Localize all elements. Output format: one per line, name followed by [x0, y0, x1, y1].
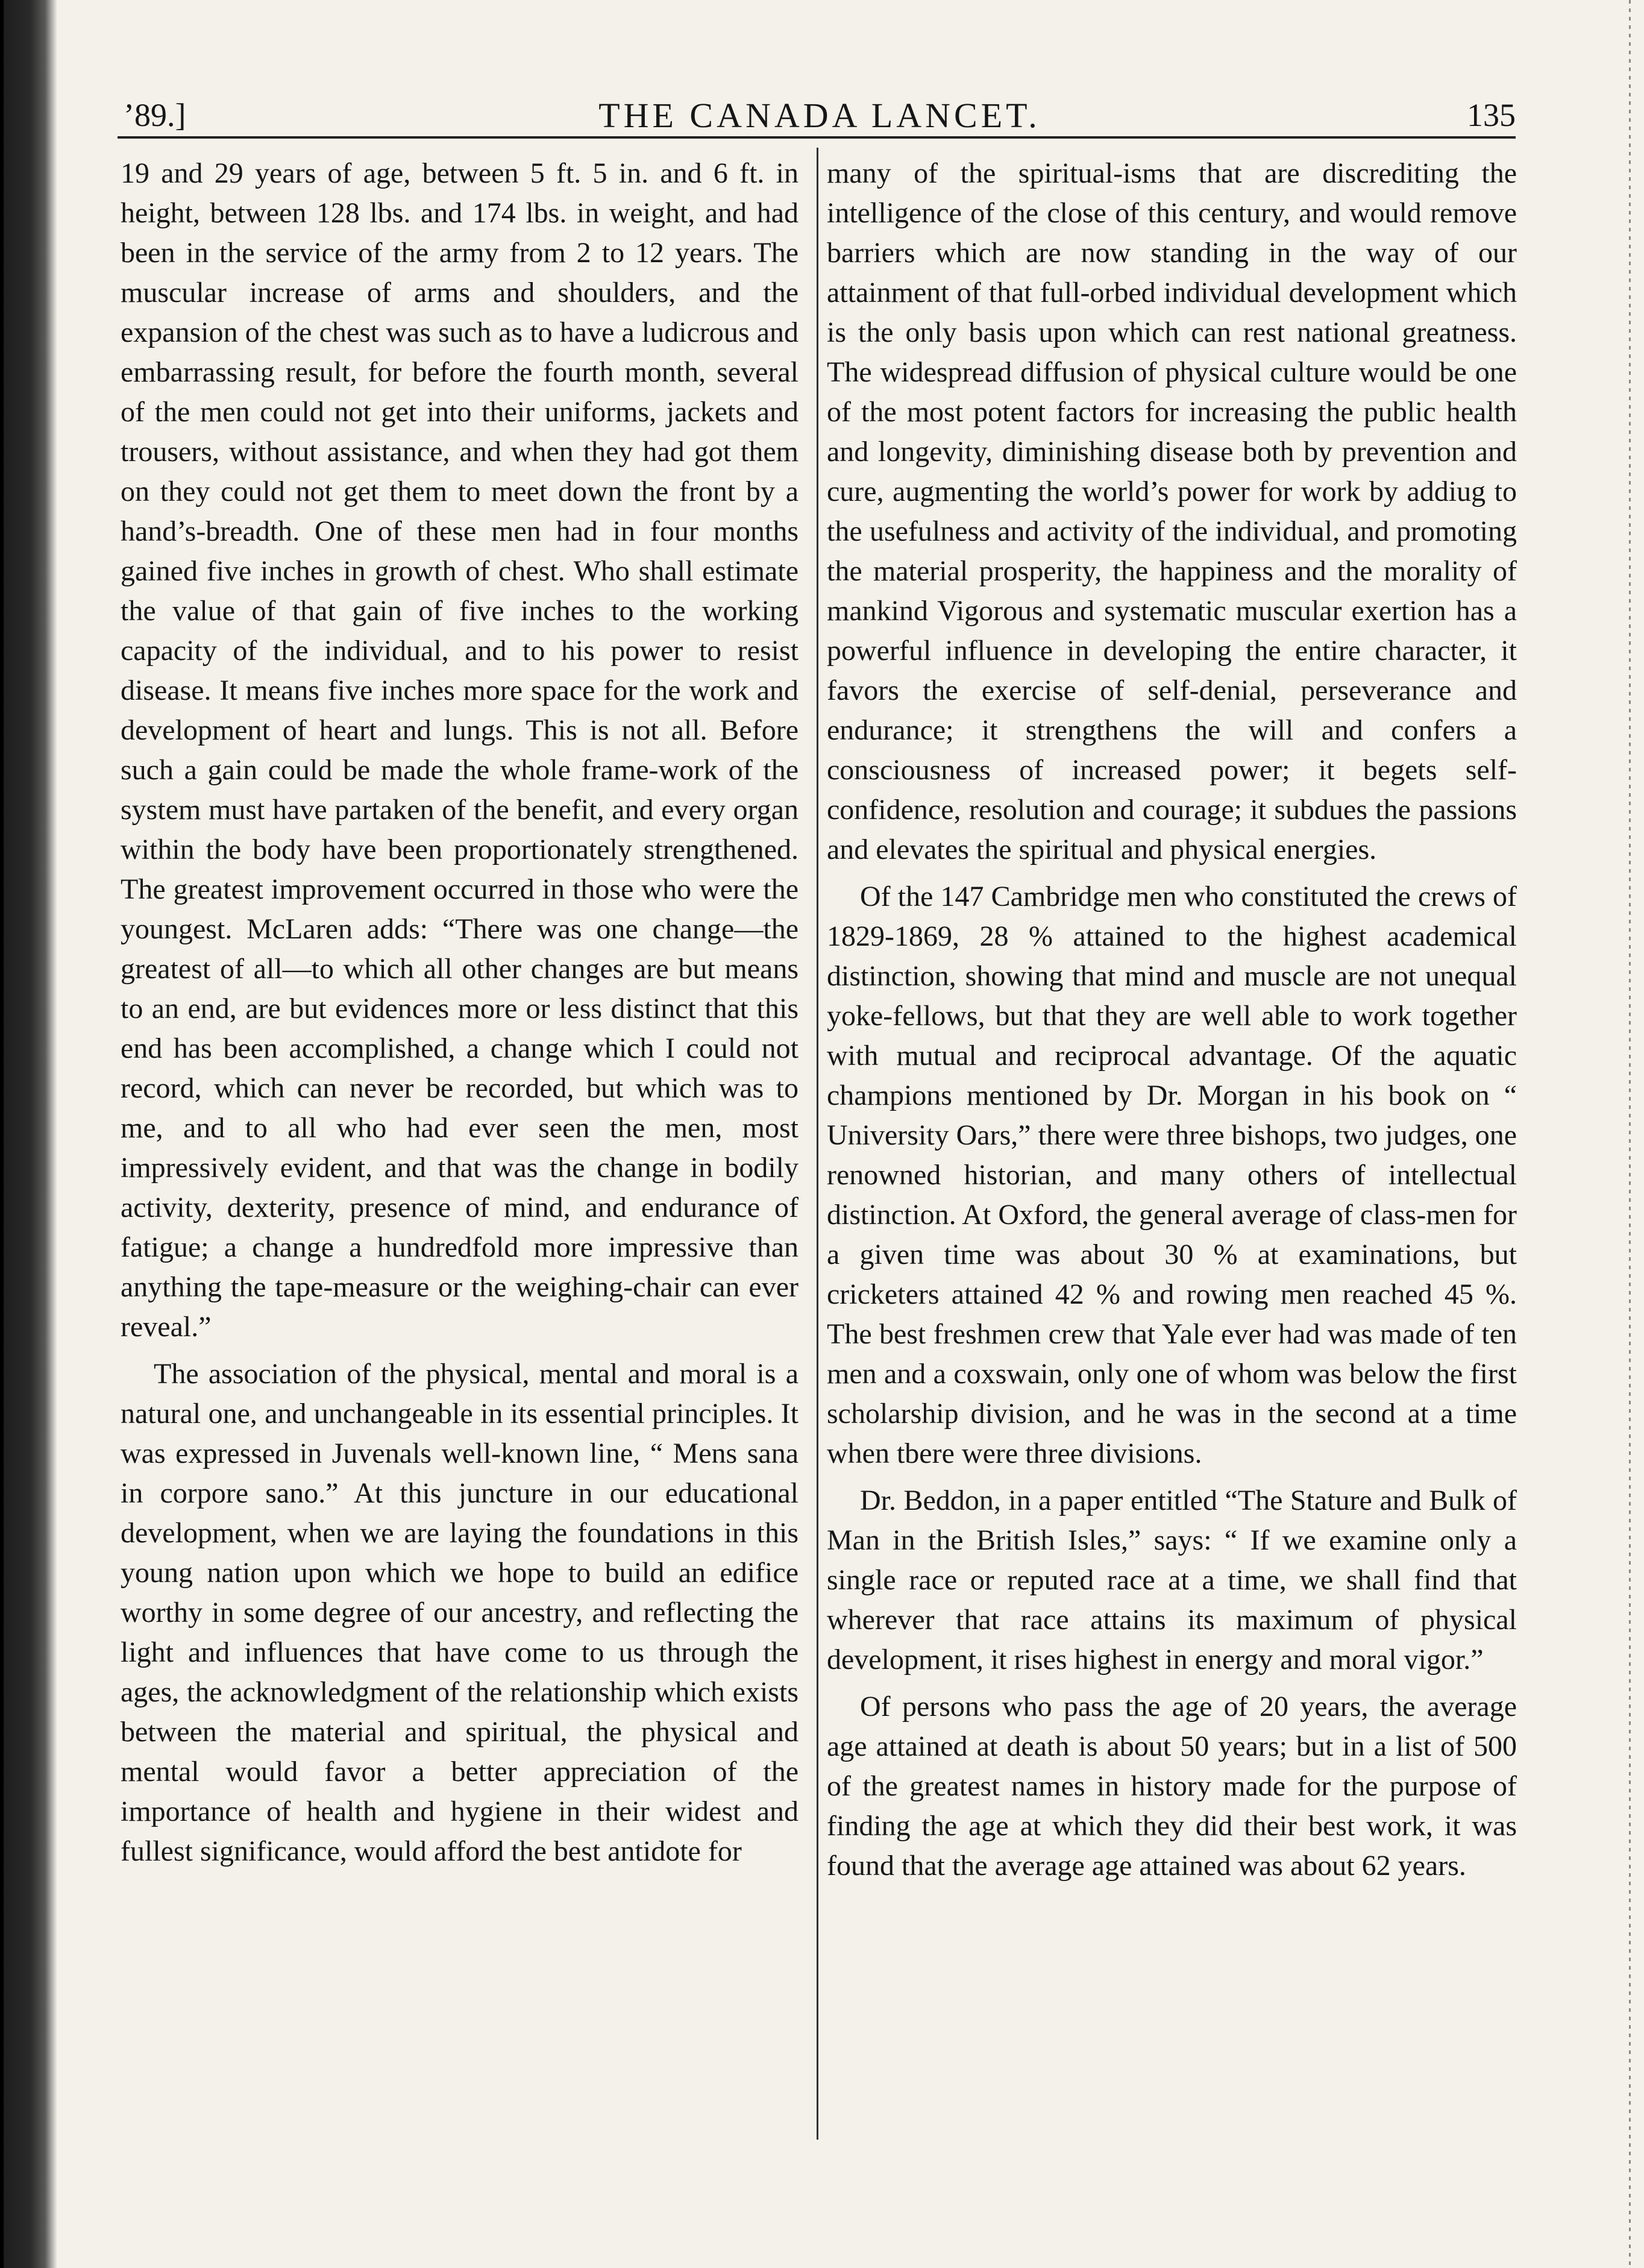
page-number: 135 [1467, 97, 1516, 133]
left-paragraph-1: 19 and 29 years of age, between 5 ft. 5 in. and 6 ft. in height, between 128 lbs. and 174 lbs. in weight, and had been in the service of the army from 2 to 12 years. The muscular increase of arms and shoulders, and the expansion of the chest was such as to have a ludicrous and embarrassing result, for before the fourth month, several of the men could not get into their uniforms, jackets and trousers, without assistance, and when they had got them on they could not get them to meet down the front by a hand’s-breadth. One of these men had in four months gained five inches in growth of chest. Who shall estimate the value of that gain of five inches to the working capacity of the individual, and to his power to resist disease. It means five inches more space for the work and development of heart and lungs. This is not all. Before such a gain could be made the whole frame-work of the system must have partaken of the benefit, and every organ within the body have been proportionately strengthened. The greatest improvement occurred in those who were the youngest. McLaren adds: “There was one change—the greatest of all—to which all other changes are but means to an end, are but evidences more or less distinct that this end has been accomplished, a change which I could not record, which can never be recorded, but which was to me, and to all who had ever seen the men, most impressively evident, and that was the change in bodily activity, dexterity, presence of mind, and endurance of fatigue; a change a hundredfold more impressive than anything the tape-measure or the weighing-chair can ever reveal.” [121, 157, 798, 1343]
left-paragraph-2: The association of the physical, mental and moral is a natural one, and unchangeable in its essential principles. It was expressed in Juvenals well-known line, “ Mens sana in corpore sano.” At this juncture in our educational development, when we are laying the foundations in this young nation upon which we hope to build an edifice worthy in some degree of our ancestry, and reflecting the light and influences that have come to us through the ages, the acknowledgment of the relationship which exists between the material and spiritual, the physical and mental would favor a better appreciation of the importance of health and hygiene in their widest and fullest significance, would afford the best antidote for [121, 1358, 798, 1867]
column-divider [817, 148, 818, 2140]
right-column [827, 154, 1517, 1886]
binding-edge [0, 0, 4, 2268]
right-paragraph-1: many of the spiritual-isms that are discrediting the intelligence of the close of this century, and would remove barriers which are now standing in the way of our attainment of that full-orbed individual development which is the only basis upon which can rest national greatness. The widespread diffusion of physical culture would be one of the most potent factors for increasing the public health and longevity, diminishing disease both by prevention and cure, augmenting the world’s power for work by addiug to the usefulness and activity of the individual, and promoting the material prosperity, the happiness and the morality of mankind Vigorous and systematic muscular exertion has a powerful influence in developing the entire character, it favors the exercise of self-denial, perseverance and endurance; it strengthens the will and confers a consciousness of increased power; it begets self-confidence, resolution and courage; it subdues the passions and elevates the spiritual and physical energies. [827, 157, 1517, 865]
right-paragraph-4: Of persons who pass the age of 20 years, the average age attained at death is about 50 years; but in a list of 500 of the greatest names in history made for the purpose of finding the age at which they did their best work, it was found that the average age attained was about 62 years. [827, 1691, 1517, 1882]
left-column [121, 154, 798, 1871]
page-edge-marks [1629, 0, 1631, 2268]
running-header [124, 90, 1516, 139]
header-rule [118, 136, 1516, 139]
journal-title: THE CANADA LANCET. [598, 96, 1041, 135]
binding-shadow [0, 0, 57, 2268]
right-paragraph-2: Of the 147 Cambridge men who constituted the crews of 1829-1869, 28 % attained to the highest academical distinction, showing that mind and muscle are not unequal yoke-fellows, but that they are well able to work together with mutual and reciprocal advantage. Of the aquatic champions mentioned by Dr. Morgan in his book on “ University Oars,” there were three bishops, two judges, one renowned historian, and many others of intellectual distinction. At Oxford, the general average of class-men for a given time was about 30 % at examinations, but cricketers attained 42 % and rowing men reached 45 %. The best freshmen crew that Yale ever had was made of ten men and a coxswain, only one of whom was below the first scholarship division, and he was in the second at a time when tbere were three divisions. [827, 881, 1517, 1469]
right-paragraph-3: Dr. Beddon, in a paper entitled “The Stature and Bulk of Man in the British Isles,” says: “ If we examine only a single race or reputed race at a time, we shall find that wherever that race attains its maximum of physical development, it rises highest in energy and moral vigor.” [827, 1484, 1517, 1676]
header-year: ’89.] [124, 97, 186, 133]
